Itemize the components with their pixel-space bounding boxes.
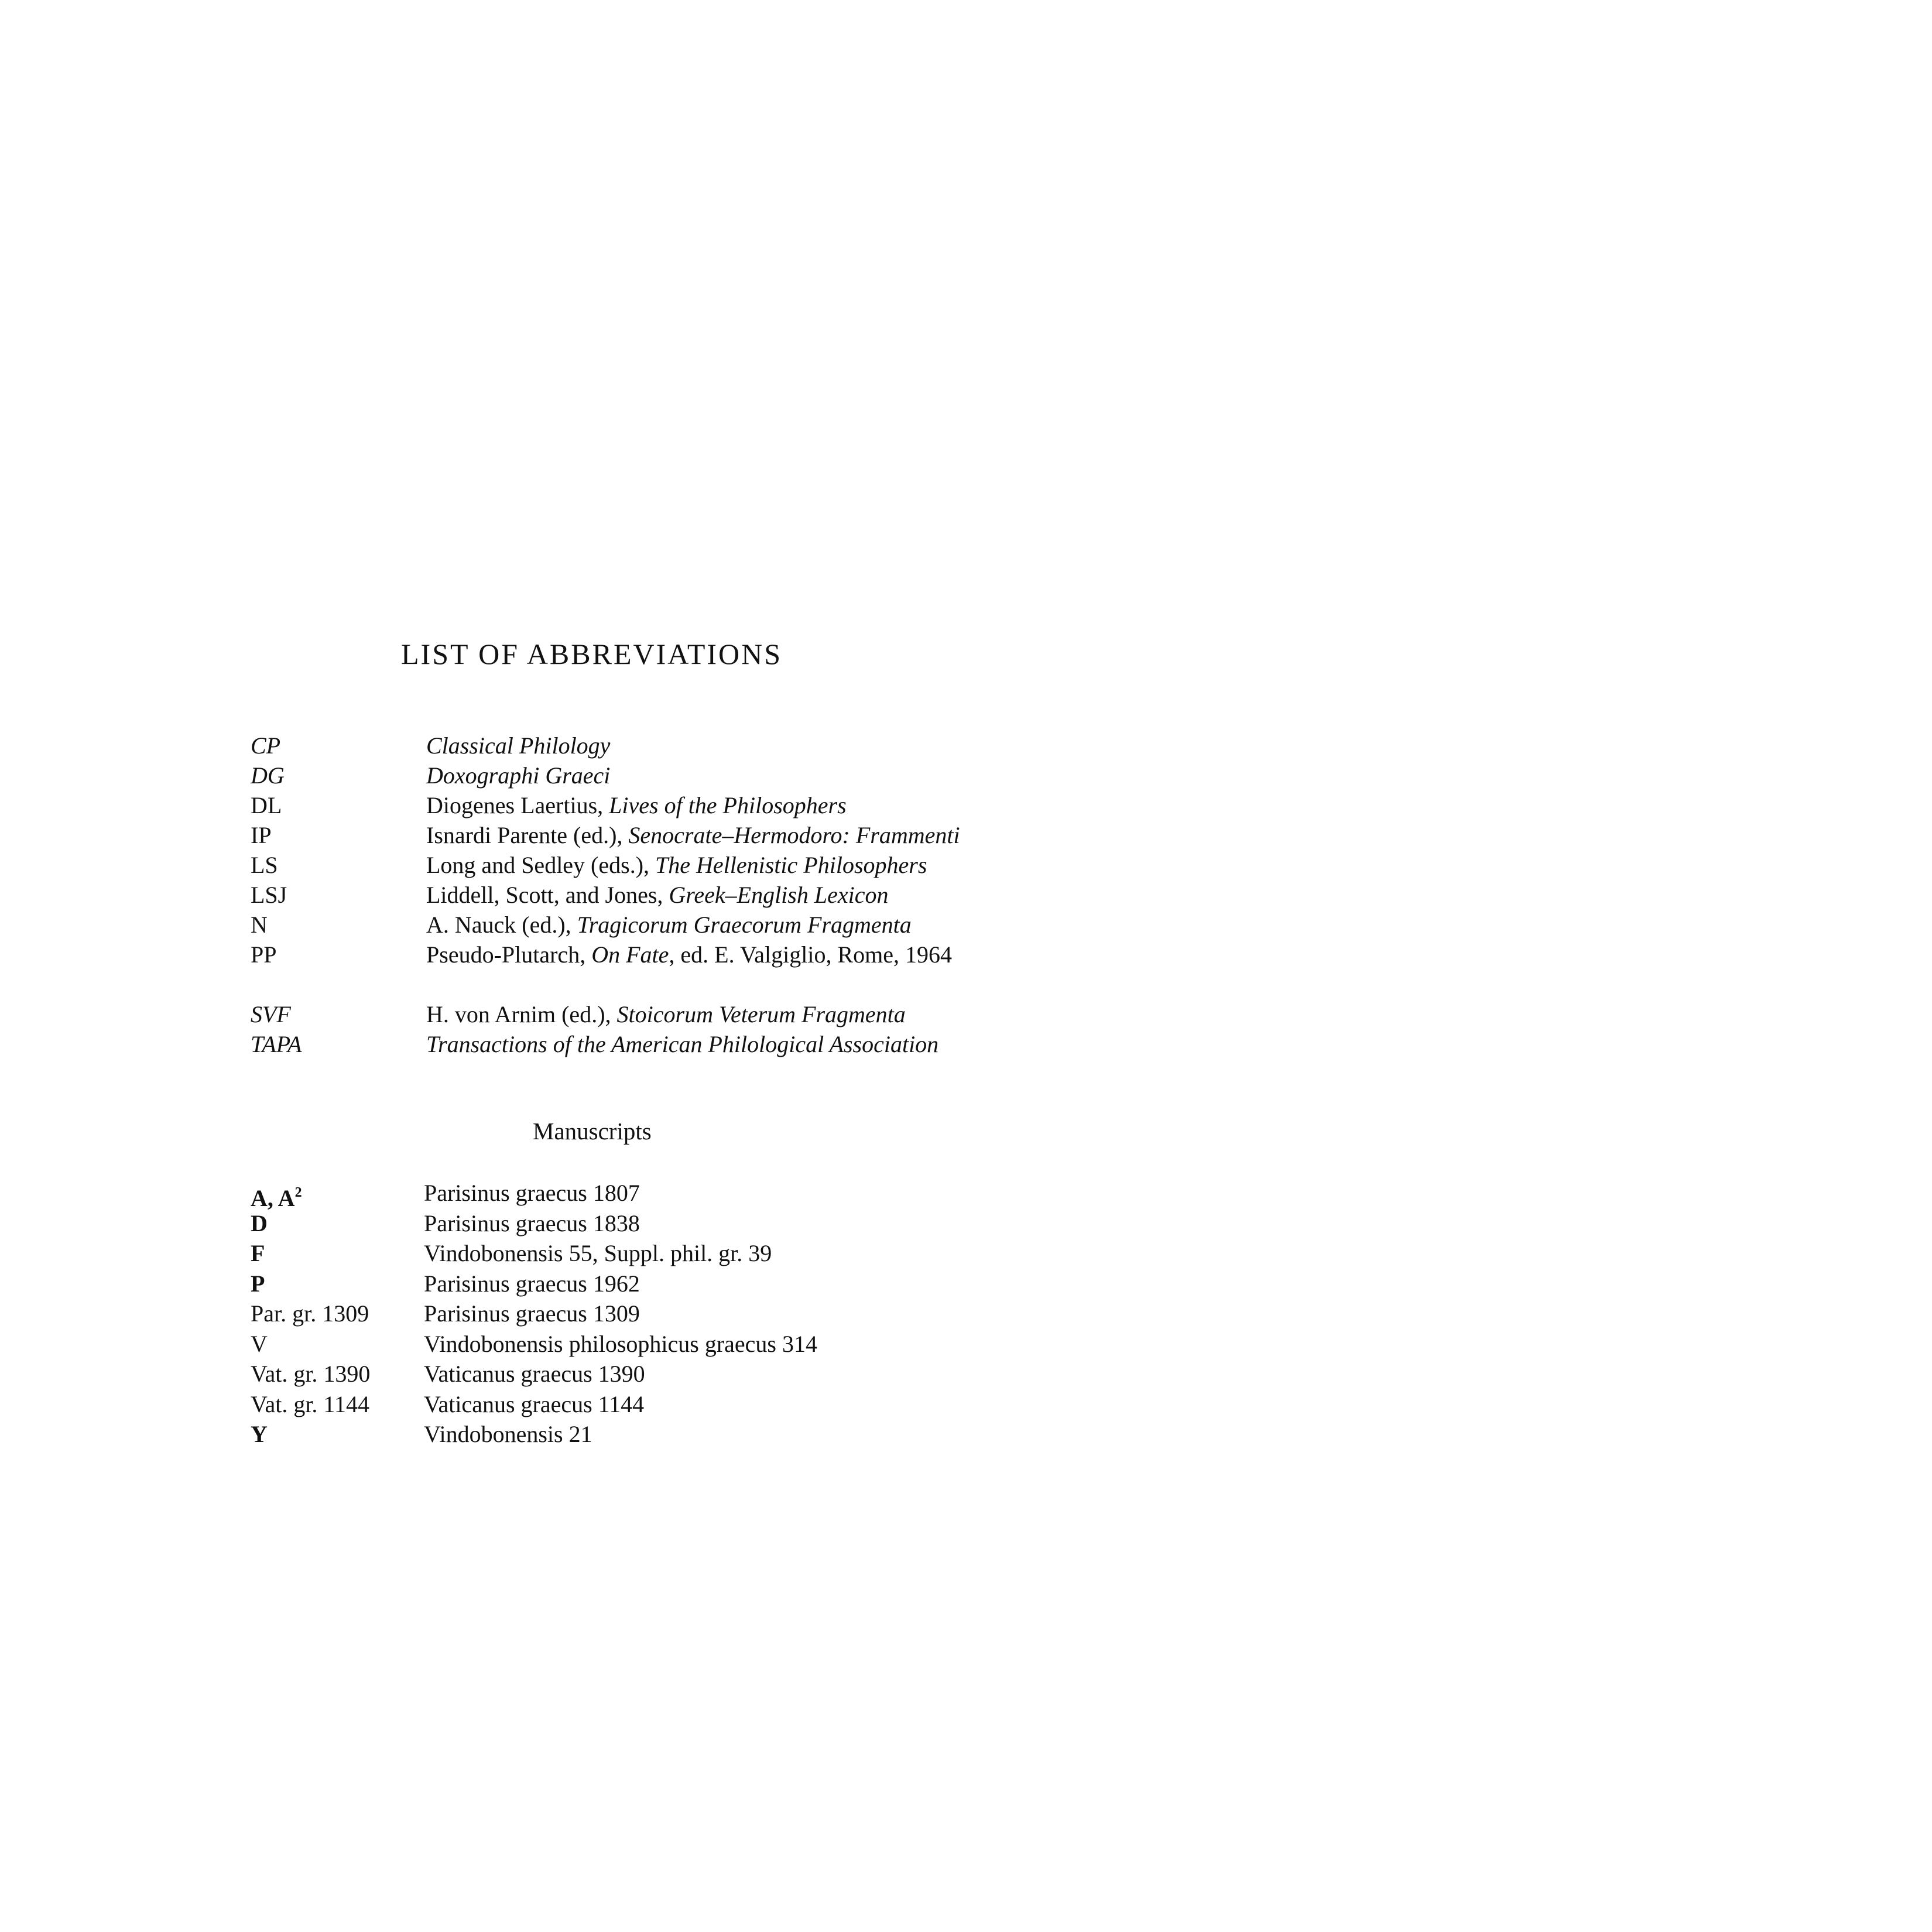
manuscript-row xyxy=(251,1389,1012,1420)
manuscript-siglum-text: P xyxy=(251,1270,265,1297)
abbreviation-term: N xyxy=(251,912,268,938)
definition-segment: Greek–English Lexicon xyxy=(669,882,889,908)
manuscript-siglum xyxy=(251,1299,369,1328)
abbreviation-row xyxy=(251,731,1012,761)
manuscript-siglum-text: Par. gr. 1309 xyxy=(251,1300,369,1327)
definition-segment: Tragicorum Graecorum Fragmenta xyxy=(577,912,912,938)
abbreviation-term: PP xyxy=(251,941,277,968)
abbreviation-row xyxy=(251,820,1012,850)
abbreviation-term: DG xyxy=(251,762,285,789)
abbreviation-definition xyxy=(426,790,1012,820)
abbreviation-definition xyxy=(426,940,1012,970)
definition-segment: , ed. E. Valgiglio, Rome, 1964 xyxy=(669,941,953,968)
manuscript-row xyxy=(251,1419,1012,1450)
manuscript-name: Vindobonensis 55, Suppl. phil. gr. 39 xyxy=(424,1240,772,1266)
manuscript-name: Vaticanus graecus 1144 xyxy=(424,1390,645,1417)
definition-segment: Senocrate–Hermodoro: Frammenti xyxy=(628,822,960,848)
definition-segment: On Fate xyxy=(591,941,669,968)
abbreviation-row xyxy=(251,910,1012,940)
manuscript-siglum-text: Vat. gr. 1390 xyxy=(251,1361,371,1387)
abbreviation-term: LSJ xyxy=(251,882,287,908)
manuscript-name: Vindobonensis 21 xyxy=(424,1421,592,1447)
definition-segment: H. von Arnim (ed.), xyxy=(426,1001,617,1027)
manuscript-siglum-text: V xyxy=(251,1330,268,1357)
page-title: LIST OF ABBREVIATIONS xyxy=(401,638,783,670)
abbreviation-definition xyxy=(426,999,1012,1029)
manuscript-row xyxy=(251,1269,1012,1299)
manuscript-name: Parisinus graecus 1838 xyxy=(424,1210,640,1236)
manuscript-siglum-text: D xyxy=(251,1210,268,1236)
manuscript-siglum xyxy=(251,1419,268,1449)
definition-segment: Diogenes Laertius, xyxy=(426,792,609,818)
abbreviation-definition xyxy=(426,910,1012,940)
abbreviation-row xyxy=(251,880,1012,910)
definition-segment: The Hellenistic Philosophers xyxy=(655,852,927,878)
manuscript-siglum-text: F xyxy=(251,1240,265,1266)
definition-segment: Classical Philology xyxy=(426,732,611,759)
abbreviation-term: IP xyxy=(251,822,272,848)
manuscript-row xyxy=(251,1299,1012,1329)
manuscript-name: Vindobonensis philosophicus graecus 314 xyxy=(424,1330,817,1357)
manuscript-row xyxy=(251,1329,1012,1359)
manuscript-siglum xyxy=(251,1389,369,1419)
abbreviation-term: DL xyxy=(251,792,282,818)
manuscript-name: Vaticanus graecus 1390 xyxy=(424,1361,645,1387)
abbreviation-definition xyxy=(426,761,1012,790)
abbreviation-row xyxy=(251,940,1012,999)
manuscript-row xyxy=(251,1238,1012,1269)
abbreviation-term: SVF xyxy=(251,1001,291,1027)
manuscript-siglum-text: A, A xyxy=(251,1185,295,1211)
definition-segment: Stoicorum Veterum Fragmenta xyxy=(616,1001,906,1027)
manuscript-siglum xyxy=(251,1329,268,1359)
abbreviation-definition xyxy=(426,850,1012,880)
manuscript-siglum-superscript: 2 xyxy=(294,1185,302,1200)
abbreviation-term: TAPA xyxy=(251,1031,302,1057)
manuscripts-heading: Manuscripts xyxy=(533,1118,652,1145)
manuscript-name: Parisinus graecus 1962 xyxy=(424,1270,640,1297)
abbreviation-row xyxy=(251,850,1012,880)
definition-segment: Long and Sedley (eds.), xyxy=(426,852,656,878)
manuscript-siglum xyxy=(251,1238,265,1268)
abbreviation-term: CP xyxy=(251,732,281,759)
manuscript-siglum-text: Vat. gr. 1144 xyxy=(251,1390,369,1417)
abbreviation-definition xyxy=(426,731,1012,761)
abbreviations-list xyxy=(251,731,1012,1059)
manuscript-row xyxy=(251,1208,1012,1239)
manuscript-name: Parisinus graecus 1309 xyxy=(424,1300,640,1327)
abbreviation-row xyxy=(251,790,1012,820)
definition-segment: Pseudo-Plutarch, xyxy=(426,941,592,968)
abbreviation-definition xyxy=(426,880,1012,910)
manuscript-name: Parisinus graecus 1807 xyxy=(424,1180,640,1206)
abbreviation-term: LS xyxy=(251,852,278,878)
abbreviation-definition xyxy=(426,1029,1012,1059)
manuscript-siglum xyxy=(251,1359,370,1389)
manuscript-row xyxy=(251,1359,1012,1389)
definition-segment: Doxographi Graeci xyxy=(426,762,611,789)
manuscript-siglum xyxy=(251,1208,268,1238)
definition-segment: Lives of the Philosophers xyxy=(609,792,847,818)
manuscript-row xyxy=(251,1178,1012,1211)
abbreviation-definition xyxy=(426,820,1012,850)
definition-segment: Isnardi Parente (ed.), xyxy=(426,822,629,848)
abbreviation-row xyxy=(251,761,1012,790)
manuscript-siglum xyxy=(251,1269,265,1299)
abbreviation-row xyxy=(251,999,1012,1029)
abbreviation-row xyxy=(251,1029,1012,1059)
definition-segment: Transactions of the American Philological Association xyxy=(426,1031,939,1057)
definition-segment: A. Nauck (ed.), xyxy=(426,912,577,938)
manuscripts-list xyxy=(251,1178,1012,1450)
manuscript-siglum-text: Y xyxy=(251,1421,268,1447)
definition-segment: Liddell, Scott, and Jones, xyxy=(426,882,669,908)
